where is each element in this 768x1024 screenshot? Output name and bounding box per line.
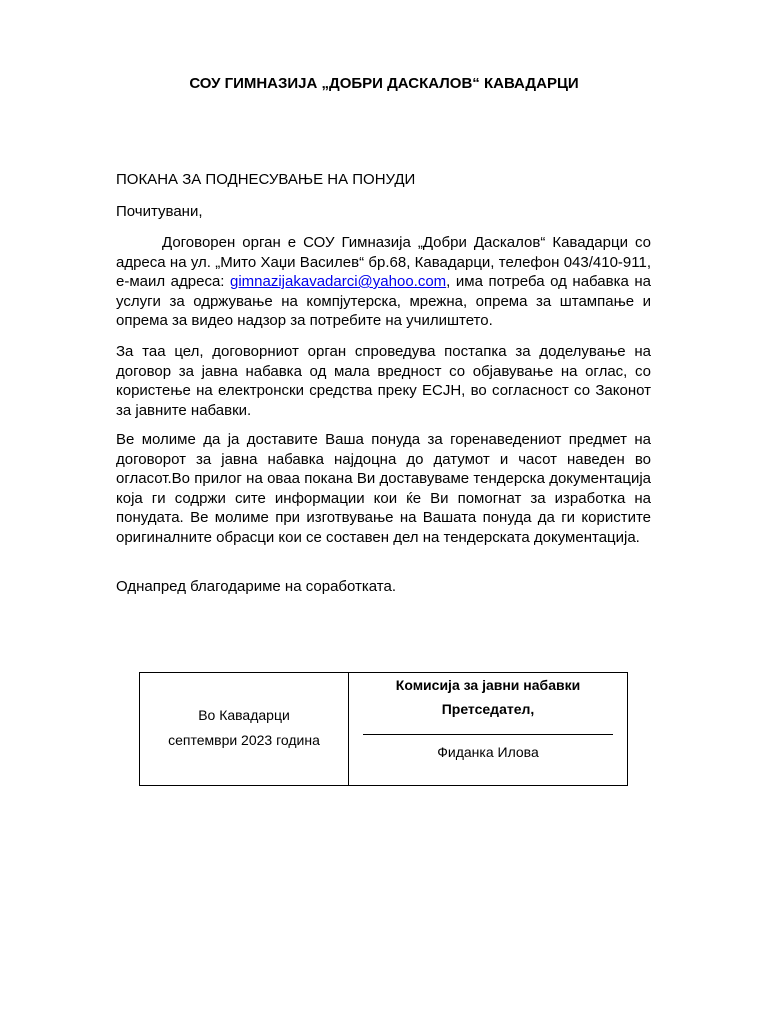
paragraph-procedure: За таа цел, договорниот орган спроведува постапка за доделување на договор за јавна набавка од мала вредност со објавување на оглас, со користење на електронски средства преку ЕСЈН, во согласност со Законот за јавните набавки. xyxy=(116,343,651,419)
closing-line: Однапред благодариме на соработката. xyxy=(116,578,396,595)
signatory-cell xyxy=(349,673,628,786)
committee-name: Комисија за јавни набавки xyxy=(395,677,581,693)
paragraph1-text-end: , има потреба од набавка на услуги за одржување на компјутерска, мрежна, опрема за штампање и опрема за видео надзор за потребите на училиштето. xyxy=(116,273,651,329)
salutation: Почитувани, xyxy=(116,203,203,220)
paragraph-contracting-authority xyxy=(116,233,651,331)
date-text: септември 2023 година xyxy=(168,732,320,748)
signature-table xyxy=(139,672,628,786)
email-link[interactable]: gimnazijakavadarci@yahoo.com xyxy=(230,273,447,290)
paragraph-request: Ве молиме да ја доставите Ваша понуда за горенаведениот предмет на договорот за јавна набавка најдоцна до датумот и часот наведен во огласот.Во прилог на оваа покана Ви доставуваме тендерска документација која ги содржи сите информации кои ќе Ви помогнат за изработка на понудата. Ве молиме при изготвување на Вашата понуда да ги користите оригиналните обрасци кои се составен дел на тендерската документација. xyxy=(116,431,651,546)
paragraph1-text-start: Договорен орган е СОУ Гимназија „Добри Даскалов“ Кавадарци со адреса на ул. „Мито Хаџи Василев“ бр.68, Кавадарци, телефон 043/410-911, е-маил адреса: xyxy=(116,234,651,290)
document-title: СОУ ГИМНАЗИЈА „ДОБРИ ДАСКАЛОВ“ КАВАДАРЦИ xyxy=(189,75,579,92)
invitation-heading: ПОКАНА ЗА ПОДНЕСУВАЊЕ НА ПОНУДИ xyxy=(116,171,416,188)
signatory-name: Фиданка Илова xyxy=(437,744,539,760)
place-text: Во Кавадарци xyxy=(198,707,290,723)
signature-line xyxy=(363,734,613,735)
place-date-cell xyxy=(140,673,349,786)
chairman-role: Претседател, xyxy=(441,701,535,717)
